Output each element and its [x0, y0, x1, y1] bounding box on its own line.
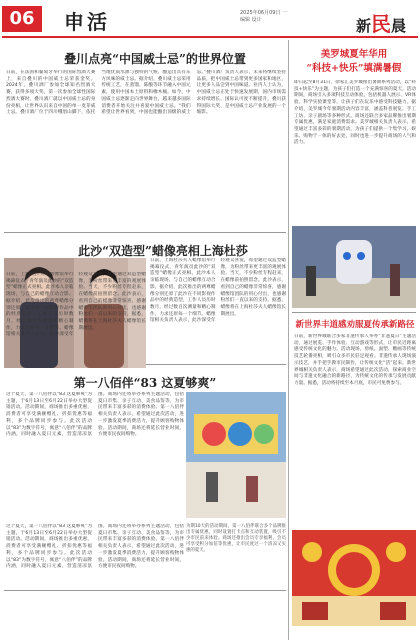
- article-3-caption: 为期10天的活动期间，第一八佰伴联合多个品牌推出专属优惠，同时设置打卡点和互动装置，吸引不少市民前来体验。商场还推出会员专享福利，会员可享受积分加倍等优惠，让市民度过一个清凉又实惠的夏天。: [186, 524, 286, 553]
- shopping-event-photo: [186, 392, 286, 518]
- article-1-title: 叠川点亮“中国威士忌”的世界位置: [64, 52, 246, 66]
- section-divider: [292, 312, 416, 313]
- page-header: [0, 0, 420, 38]
- bottom-rule: [4, 590, 286, 591]
- article-2-body-right: 日前，上海杜莎夫人蜡像馆举行揭幕仪式，青年演员此沙的“双造型”蜡像正式亮相。此沙本人亲临现场，与自己的蜡像互动合影。据介绍，此次推出的两尊蜡像分别还原了此沙在不同影视作品中的经典造型，工作人员历时数月，经过数百次测量和精心制作，力求还原每一个细节。蜡像馆相关负责人表示，此沙深受年轻观众喜爱，希望通过双造型蜡像，为粉丝带来更丰富的观展体验。当天，不少粉丝专程赶来，在蜡像前拍照留念。此沙表示，看到自己的蜡像非常惊喜，感谢蜡像馆团队的用心付出，也感谢粉丝们一直以来的支持。据悉，蜡像将在上海杜莎夫人蜡像馆长期展出。: [150, 258, 286, 324]
- date-line: 2025年06月09日 一 编辑 设计: [240, 10, 288, 23]
- column-divider: [288, 40, 289, 640]
- article-5-title: 新世界丰道感劝服夏传承新路径: [295, 320, 415, 330]
- section-divider: [4, 232, 286, 233]
- article-1-body: 日前，在法国和葡萄牙举行的国际烈酒大赛上，来自叠川的中国威士忌荣获金奖。2024年，叠川酒厂参加全球知名烈酒大赛，获得多项大奖。第一次参加全球性国际烈酒大赛时，叠川酒厂就以中国威士忌的身份亮相，让世界认识来自中国的单一麦芽威士忌。叠川酒厂位于四川峨眉山脚下，依托当地优质水源与独特的气候，酿造出具有东方风味的威士忌。据介绍，叠川威士忌采用传统工艺，在蒸馏、陈酿等环节融入中国元素，使用中国本土原料和橡木桶。如今，中国威士忌逐渐走向世界舞台，越来越多国际消费者开始关注并喜爱中国威士忌。“我们希望让世界看到，中国也能酿出顶级的威士忌。”叠川酒厂负责人表示，未来将继续坚持品质，把中国威士忌带到更多国家和地区，让更多人品尝到中国味道。业内人士认为，中国威士忌正处于快速发展期，国内市场需求持续增长，国际认可度不断提升，叠川获得国际大奖，是中国威士忌产业发展的一个缩影。: [6, 70, 286, 116]
- article-5-body: 日前，新世界城联合多家非遗传承人举办“非遗夏日”主题活动，通过展览、手作体验、互动游戏等形式，让市民近距离感受传统文化的魅力。活动现场，剪纸、面塑、糖画等传统技艺轮番亮相，吸引众多市民驻足观看。非遗传承人现场演示技艺，并手把手教市民制作，让传统文化“活”起来。新世界城相关负责人表示，商场希望通过此次活动，探索商业空间与非遗文化融合的新路径，为传统文化的传承与发展贡献力量。据悉，活动将持续至本月底，市民可免费参与。: [294, 334, 416, 386]
- article-2-title: 此沙“双造型”蜡像亮相上海杜莎: [78, 244, 248, 258]
- article-4-title: 美罗城夏年华用 “科技+快乐”填满暑假: [306, 49, 402, 74]
- article-3-title: 第一八佰伴“83 这夏够爽”: [73, 376, 217, 390]
- newspaper-logo: 新民晨: [356, 12, 407, 36]
- page-number: 06: [2, 6, 42, 32]
- article-2-body-left: 日前，上海杜莎夫人蜡像馆举行揭幕仪式，青年演员此沙的“双造型”蜡像正式亮相。此沙本人亲临现场，与自己的蜡像互动合影。据介绍，此次推出的两尊蜡像分别还原了此沙在不同影视作品中的经典造型，工作人员历时数月，经过数百次测量和精心制作，力求还原每一个细节。蜡像馆相关负责人表示，此沙深受年轻观众喜爱，希望通过双造型蜡像，为粉丝带来更丰富的观展体验。当天，不少粉丝专程赶来，在蜡像前拍照留念。此沙表示，看到自己的蜡像非常惊喜，感谢蜡像馆团队的用心付出，也感谢粉丝们一直以来的支持。据悉，蜡像将在上海杜莎夫人蜡像馆长期展出。: [6, 272, 146, 338]
- heritage-handicraft-photo: [292, 530, 416, 626]
- mall-robot-photo: [292, 226, 416, 308]
- article-3-body: 这个夏天，第一八佰伴以“83 这夏够爽”为主题，于6月13日至6月22日举办大型促销活动。活动期间，商场推出多重优惠，消费者可享受满额赠礼、折扣优惠等福利，多个品牌同步参与。此次活动以“83”为数字符号，寓意“八佰伴”的品牌内涵，同时融入夏日元素，营造清凉氛围。商场内还将举办系列主题活动，包括夏日市集、亲子互动、美食品鉴等，为市民带来丰富多彩的消费体验。第一八佰伴相关负责人表示，希望通过此次活动，进一步激发夏季消费活力，提升顾客购物体验。活动期间，商场还将延长营业时间，方便市民夜间购物。: [6, 392, 184, 438]
- header-rule: [2, 36, 418, 38]
- section-title: 申活: [64, 10, 110, 34]
- article-4-body: 即日起至8月31日，徐家汇美罗城推出暑期系列活动，以“科技+快乐”为主题，为孩子们打造一个充满惊喜的夏天。活动期间，商场引入多项科技互动体验，包括机器人展示、VR体验、科学实验课堂等，让孩子们在玩乐中感受科技魅力。据介绍，美罗城今年暑期活动内容丰富，涵盖科普展览、手工工坊、亲子剧场等多种形式。商场还联合多家品牌推出暑期专属优惠，满足家庭消费需求。美罗城相关负责人表示，希望通过丰富多彩的暑期活动，为孩子们提供一个集学习、娱乐、购物于一体的好去处，同时也进一步提升商场的人气和活力。: [294, 80, 416, 146]
- article-3-body-continued: 这个夏天，第一八佰伴以“83 这夏够爽”为主题，于6月13日至6月22日举办大型促销活动。活动期间，商场推出多重优惠，消费者可享受满额赠礼、折扣优惠等福利，多个品牌同步参与。此次活动以“83”为数字符号，寓意“八佰伴”的品牌内涵，同时融入夏日元素，营造清凉氛围。商场内还将举办系列主题活动，包括夏日市集、亲子互动、美食品鉴等，为市民带来丰富多彩的消费体验。第一八佰伴相关负责人表示，希望通过此次活动，进一步激发夏季消费活力，提升顾客购物体验。活动期间，商场还将延长营业时间，方便市民夜间购物。: [6, 524, 184, 570]
